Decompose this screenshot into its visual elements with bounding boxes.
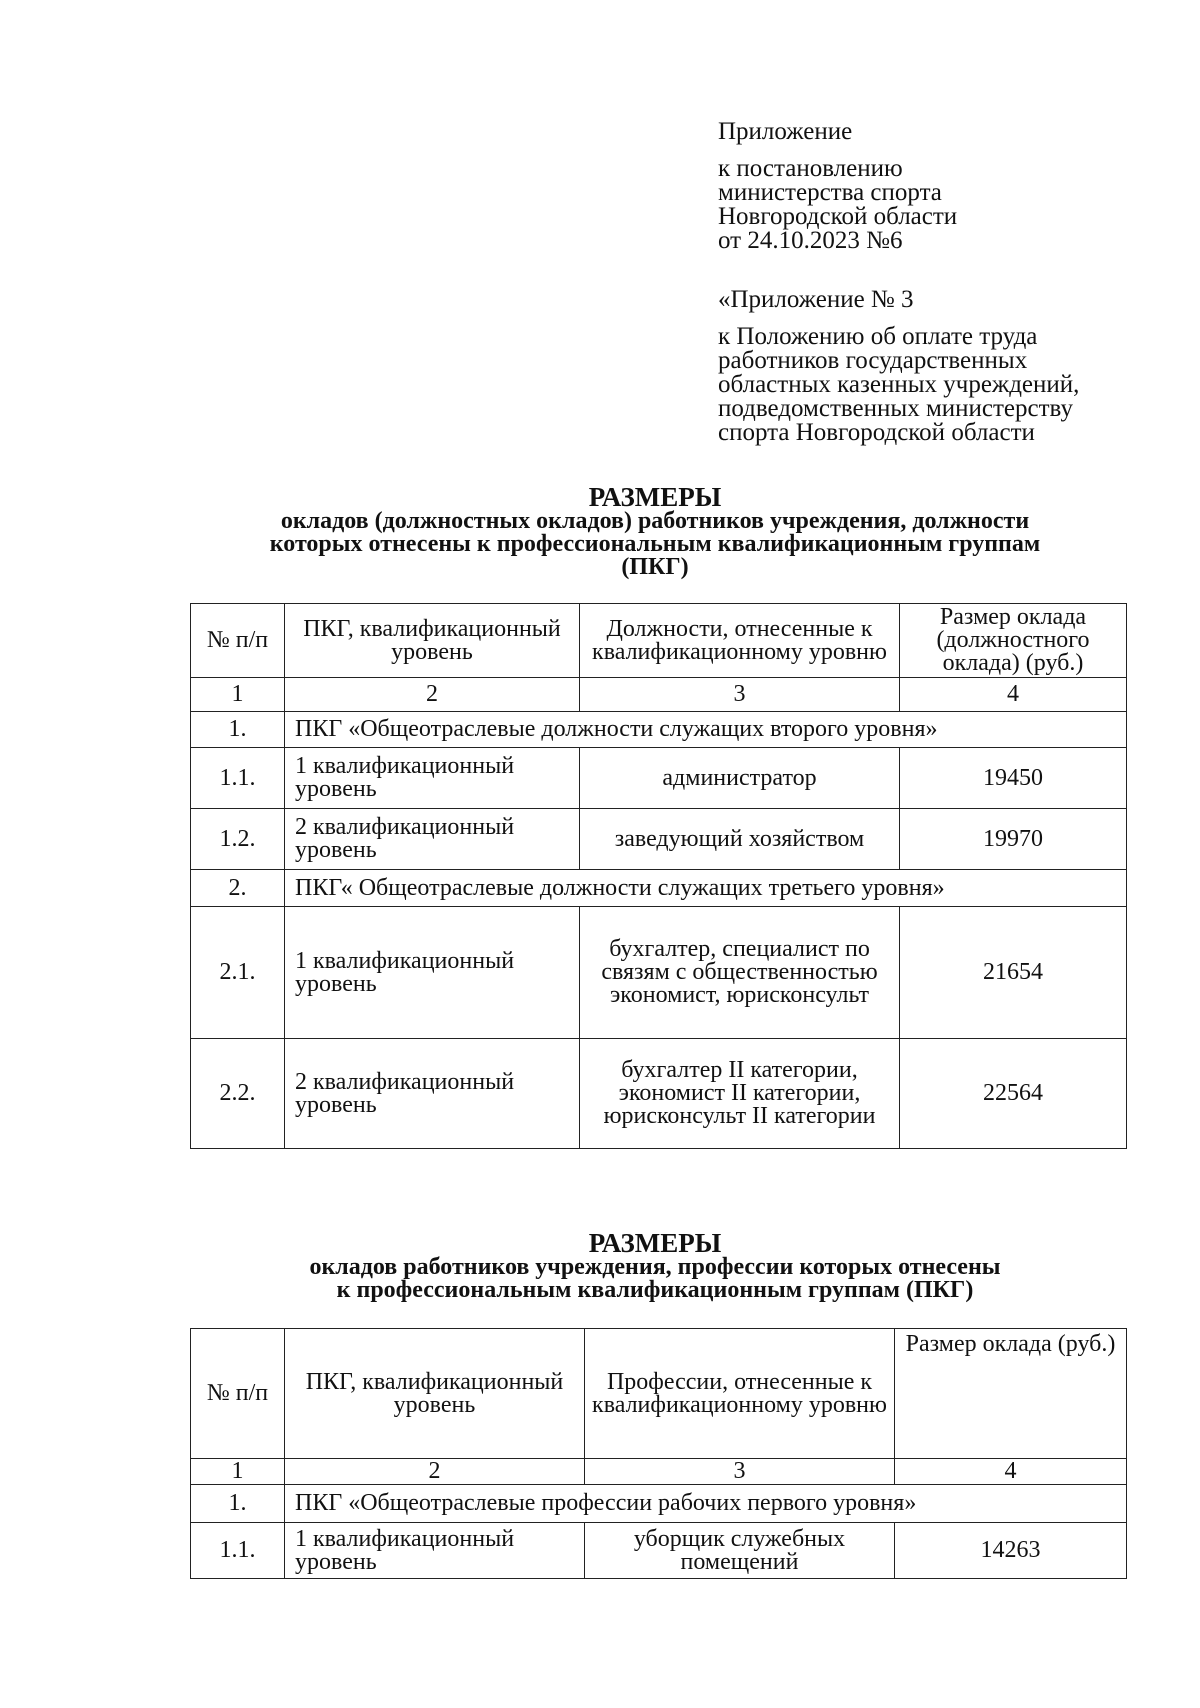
column-number-cell: 1 bbox=[191, 678, 285, 712]
row-number-cell: 1.1. bbox=[191, 1523, 285, 1579]
appendix3-header bbox=[718, 288, 1158, 445]
level-cell: 1 квалификационный уровень bbox=[285, 1523, 585, 1579]
positions-cell: бухгалтер, специалист по связям с общественностью экономист, юрисконсульт bbox=[580, 907, 900, 1039]
positions-cell: администратор bbox=[580, 748, 900, 809]
group-row bbox=[191, 870, 1127, 907]
appendix3-line: областных казенных учреждений, bbox=[718, 371, 1080, 398]
column-number-cell: 3 bbox=[580, 678, 900, 712]
section1-subtitle-line: окладов (должностных окладов) работников учреждения, должности bbox=[280, 508, 1030, 534]
salary-table-positions bbox=[190, 603, 1127, 1149]
group-title-cell: ПКГ« Общеотраслевые должности служащих третьего уровня» bbox=[285, 870, 1127, 907]
section2-subtitle-line: к профессиональным квалификационным группам (ПКГ) bbox=[336, 1277, 974, 1303]
section1-title bbox=[190, 484, 1120, 579]
table-row bbox=[191, 907, 1127, 1039]
level-cell: 1 квалификационный уровень bbox=[285, 907, 580, 1039]
section2-heading: РАЗМЕРЫ bbox=[588, 1228, 722, 1258]
row-number-cell: 1. bbox=[191, 1485, 285, 1523]
column-number-row bbox=[191, 678, 1127, 712]
row-number-cell: 2.1. bbox=[191, 907, 285, 1039]
row-number-cell: 2. bbox=[191, 870, 285, 907]
level-cell: 1 квалификационный уровень bbox=[285, 748, 580, 809]
appendix-line: Новгородской области bbox=[718, 203, 958, 230]
header-cell: Размер оклада (руб.) bbox=[895, 1329, 1127, 1459]
column-number-cell: 4 bbox=[900, 678, 1127, 712]
header-cell: Размер оклада (должностного оклада) (руб.) bbox=[900, 604, 1127, 678]
header-cell: Профессии, отнесенные к квалификационному уровню bbox=[585, 1329, 895, 1459]
column-number-cell: 4 bbox=[895, 1459, 1127, 1485]
header-cell: ПКГ, квалификационный уровень bbox=[285, 604, 580, 678]
section1-heading: РАЗМЕРЫ bbox=[588, 482, 722, 512]
group-title-cell: ПКГ «Общеотраслевые должности служащих второго уровня» bbox=[285, 712, 1127, 748]
table-header-row bbox=[191, 1329, 1127, 1459]
column-number-cell: 2 bbox=[285, 678, 580, 712]
positions-cell: бухгалтер II категории, экономист II категории, юрисконсульт II категории bbox=[580, 1039, 900, 1149]
salary-cell: 19970 bbox=[900, 809, 1127, 870]
table-row bbox=[191, 748, 1127, 809]
table-row bbox=[191, 1523, 1127, 1579]
row-number-cell: 1.2. bbox=[191, 809, 285, 870]
header-cell: Должности, отнесенные к квалификационному уровню bbox=[580, 604, 900, 678]
appendix-line: от 24.10.2023 №6 bbox=[718, 227, 903, 254]
appendix-title: Приложение bbox=[718, 118, 853, 145]
salary-cell: 22564 bbox=[900, 1039, 1127, 1149]
level-cell: 2 квалификационный уровень bbox=[285, 809, 580, 870]
appendix3-title: «Приложение № 3 bbox=[718, 286, 914, 313]
appendix-line: министерства спорта bbox=[718, 179, 942, 206]
appendix3-line: спорта Новгородской области bbox=[718, 419, 1035, 446]
row-number-cell: 1. bbox=[191, 712, 285, 748]
section1-subtitle-line: (ПКГ) bbox=[621, 554, 689, 580]
appendix3-line: работников государственных bbox=[718, 347, 1028, 374]
group-row bbox=[191, 712, 1127, 748]
row-number-cell: 1.1. bbox=[191, 748, 285, 809]
group-row bbox=[191, 1485, 1127, 1523]
column-number-row bbox=[191, 1459, 1127, 1485]
group-title-cell: ПКГ «Общеотраслевые профессии рабочих первого уровня» bbox=[285, 1485, 1127, 1523]
row-number-cell: 2.2. bbox=[191, 1039, 285, 1149]
positions-cell: заведующий хозяйством bbox=[580, 809, 900, 870]
header-cell: № п/п bbox=[191, 604, 285, 678]
section1-subtitle-line: которых отнесены к профессиональным квалификационным группам bbox=[269, 531, 1041, 557]
table-row bbox=[191, 1039, 1127, 1149]
salary-cell: 19450 bbox=[900, 748, 1127, 809]
salary-table-professions bbox=[190, 1328, 1127, 1579]
table-header-row bbox=[191, 604, 1127, 678]
level-cell: 2 квалификационный уровень bbox=[285, 1039, 580, 1149]
appendix-header bbox=[718, 120, 1158, 253]
appendix-line: к постановлению bbox=[718, 155, 903, 182]
section2-title bbox=[190, 1230, 1120, 1302]
appendix3-line: подведомственных министерству bbox=[718, 395, 1073, 422]
column-number-cell: 2 bbox=[285, 1459, 585, 1485]
header-cell: № п/п bbox=[191, 1329, 285, 1459]
column-number-cell: 1 bbox=[191, 1459, 285, 1485]
salary-cell: 14263 bbox=[895, 1523, 1127, 1579]
section2-subtitle-line: окладов работников учреждения, профессии которых отнесены bbox=[309, 1254, 1001, 1280]
appendix3-line: к Положению об оплате труда bbox=[718, 323, 1038, 350]
professions-cell: уборщик служебных помещений bbox=[585, 1523, 895, 1579]
column-number-cell: 3 bbox=[585, 1459, 895, 1485]
table-row bbox=[191, 809, 1127, 870]
header-cell: ПКГ, квалификационный уровень bbox=[285, 1329, 585, 1459]
salary-cell: 21654 bbox=[900, 907, 1127, 1039]
